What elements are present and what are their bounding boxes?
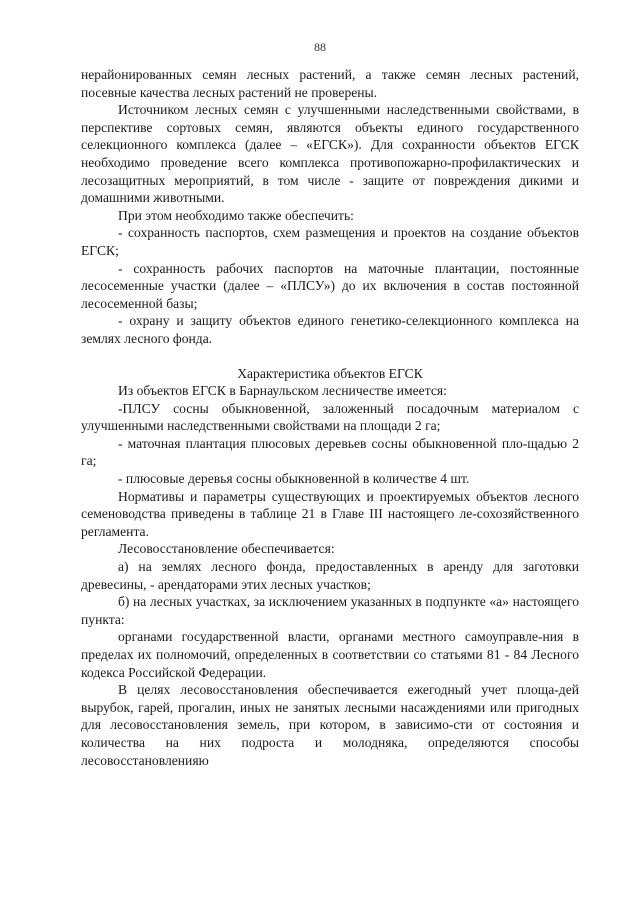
paragraph: - маточная плантация плюсовых деревьев сосны обыкновенной пло-щадью 2 га; — [81, 435, 579, 469]
paragraph: В целях лесовосстановления обеспечивается ежегодный учет площа-дей вырубок, гарей, прогалин, иных не занятых лесными насаждениями или пригодных для лесовосстановления земель, при котором, в зависимо-сти от состояния и количества на них подроста и молодняка, определяются способы лесовосстановленияю — [81, 682, 579, 768]
paragraph: Лесовосстановление обеспечивается: — [118, 541, 335, 557]
paragraph: нерайонированных семян лесных растений, а также семян лесных растений, посевные качества лесных растений не проверены. — [81, 67, 579, 100]
paragraph: - сохранность рабочих паспортов на маточные плантации, постоянные лесосеменные участки (далее – «ПЛСУ») до их включения в состав постоянной лесосеменной базы; — [81, 260, 579, 311]
paragraph: б) на лесных участках, за исключением указанных в подпункте «а» настоящего пункта: — [81, 594, 579, 627]
paragraph: органами государственной власти, органами местного самоуправле-ния в пределах их полномочий, определенных в соответствии со статьями 81 - 84 Лесного кодекса Российской Федерации. — [81, 629, 579, 680]
paragraph: Источником лесных семян с улучшенными наследственными свойствами, в перспективе сортовых семян, являются объекты единого государственного селекционного комплекса (далее – «ЕГСК»). Для сохранности объектов ЕГСК необходимо проведение всего комплекса противопожарно-профилактических и лесозащитных мероприятий, в том числе - защите от повреждения дикими и домашними животными. — [81, 102, 579, 206]
paragraph: При этом необходимо также обеспечить: — [118, 207, 354, 223]
paragraph: - охрану и защиту объектов единого генетико-селекционного комплекса на землях лесного фонда. — [81, 313, 579, 346]
paragraph: Из объектов ЕГСК в Барнаульском лесничестве имеется: — [118, 383, 447, 399]
paragraph: Нормативы и параметры существующих и проектируемых объектов лесного семеноводства приведены в таблице 21 в Главе III настоящего ле-сохозяйственного регламента. — [81, 488, 579, 539]
paragraph: -ПЛСУ сосны обыкновенной, заложенный посадочным материалом с улучшенными наследственными свойствами на площади 2 га; — [81, 400, 579, 434]
paragraph: - плюсовые деревья сосны обыкновенной в количестве 4 шт. — [118, 471, 470, 487]
paragraph: а) на землях лесного фонда, предоставленных в аренду для заготовки древесины, - арендаторами этих лесных участков; — [81, 559, 579, 592]
document-body — [81, 66, 579, 769]
section-heading: Характеристика объектов ЕГСК — [237, 365, 423, 381]
page-number: 88 — [314, 40, 326, 54]
paragraph: - сохранность паспортов, схем размещения и проектов на создание объектов ЕГСК; — [81, 225, 579, 258]
